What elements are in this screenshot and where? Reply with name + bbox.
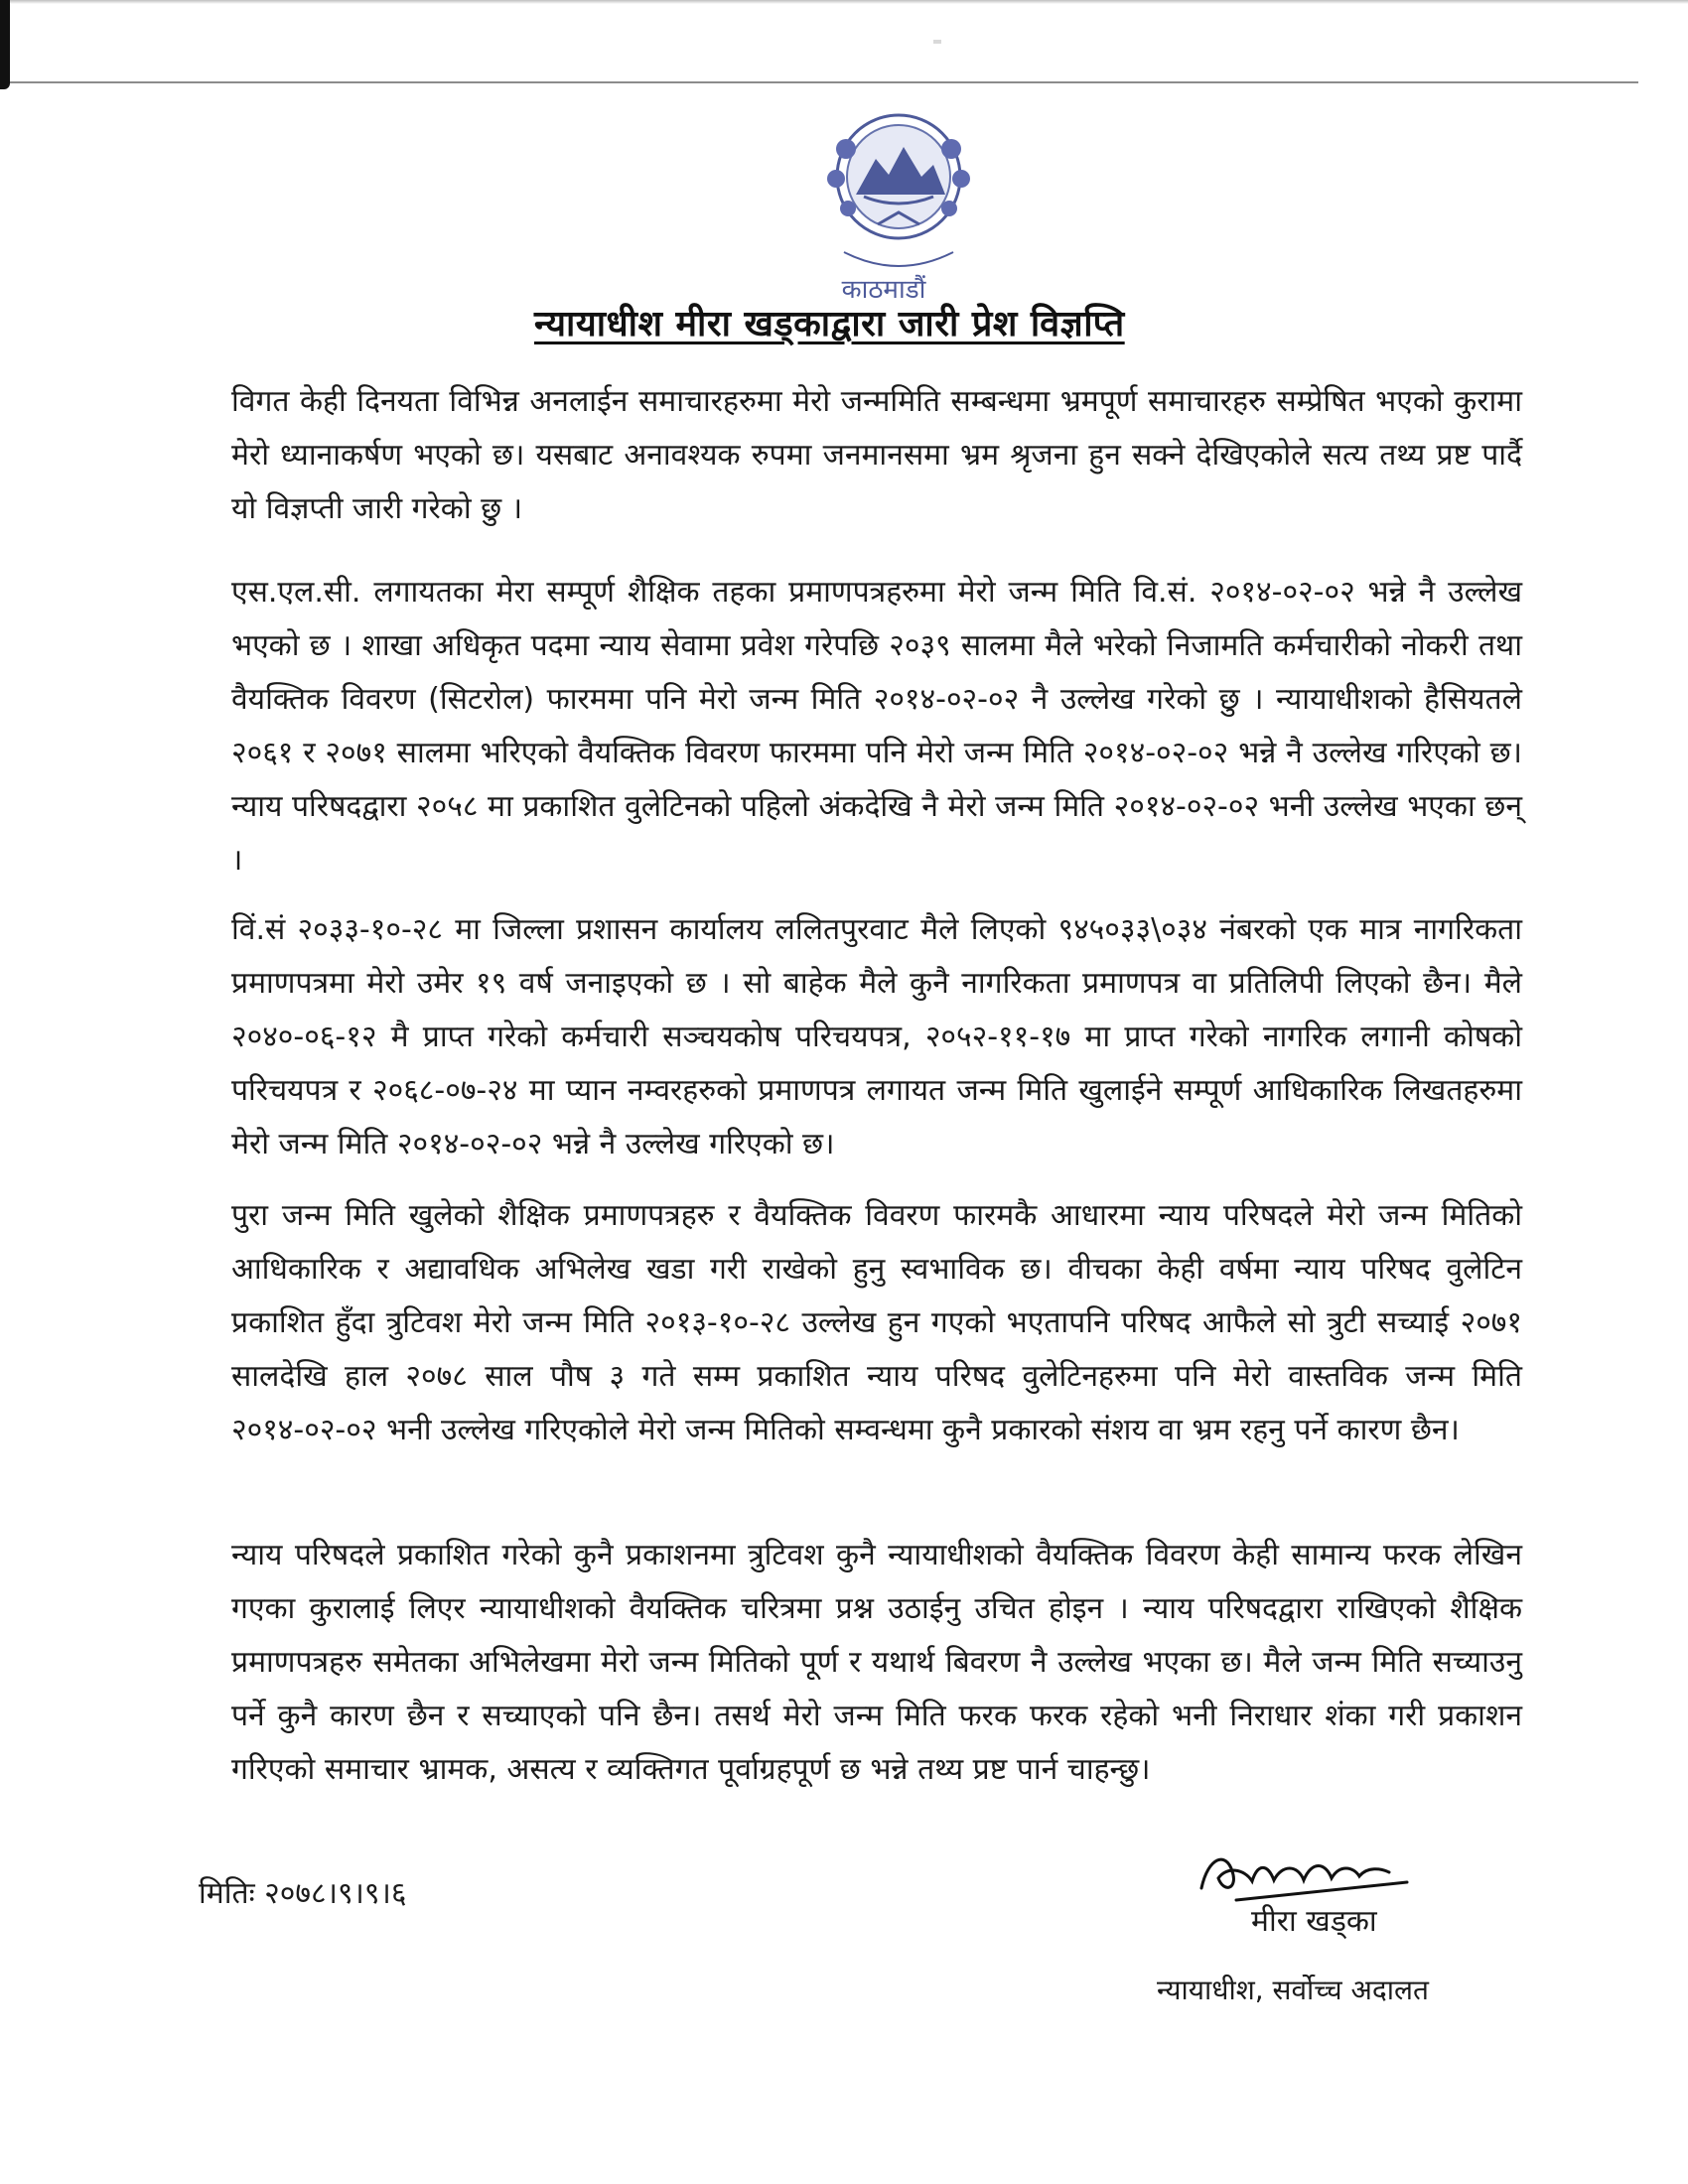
scan-top-edge [0,0,1688,4]
paragraph-5: न्याय परिषदले प्रकाशित गरेको कुनै प्रकाशनमा त्रुटिवश कुनै न्यायाधीशको वैयक्तिक विवरण केही सामान्य फरक लेखिन गएका कुरालाई लिएर न्यायाधीशको वैयक्तिक चरित्रमा प्रश्न उठाईनु उचित होइन । न्याय परिषदद्वारा राखिएको शैक्षिक प्रमाणपत्रहरु समेतका अभिलेखमा मेरो जन्म मितिको पूर्ण र यथार्थ बिवरण नै उल्लेख भएका छ। मैले जन्म मिति सच्याउनु पर्ने कुनै कारण छैन र सच्याएको पनि छैन। तसर्थ मेरो जन्म मिति फरक फरक रहेको भनी निराधार शंका गरी प्रकाशन गरिएको समाचार भ्रामक, असत्य र व्यक्तिगत पूर्वाग्रहपूर्ण छ भन्ने तथ्य प्रष्ट पार्न चाहन्छु। [231,1538,1522,1787]
issue-date: मितिः २०७८।९।९।६ [199,1876,407,1911]
scan-speck [933,40,941,44]
paragraph-1: विगत केही दिनयता विभिन्न अनलाईन समाचारहरुमा मेरो जन्ममिति सम्बन्धमा भ्रमपूर्ण समाचारहरु सम्प्रेषित भएको कुरामा मेरो ध्यानाकर्षण भएको छ। यसबाट अनावश्यक रुपमा जनमानसमा भ्रम श्रृजना हुन सक्ने देखिएकोले सत्य तथ्य प्रष्ट पार्दै यो विज्ञप्ती जारी गरेको छु । [231,384,1522,526]
paragraph-4: पुरा जन्म मिति खुलेको शैक्षिक प्रमाणपत्रहरु र वैयक्तिक विवरण फारमकै आधारमा न्याय परिषदले मेरो जन्म मितिको आधिकारिक र अद्यावधिक अभिलेख खडा गरी राखेको हुनु स्वभाविक छ। वीचका केही वर्षमा न्याय परिषद वुलेटिन प्रकाशित हुँदा त्रुटिवश मेरो जन्म मिति २०१३-१०-२८ उल्लेख हुन गएको भएतापनि परिषद आफैले सो त्रुटी सच्याई २०७१ सालदेखि हाल २०७८ साल पौष ३ गते सम्म प्रकाशित न्याय परिषद वुलेटिनहरुमा पनि मेरो वास्तविक जन्म मिति २०१४-०२-०२ भनी उल्लेख गरिएकोले मेरो जन्म मितिको सम्वन्धमा कुनै प्रकारको संशय वा भ्रम रहनु पर्ने कारण छैन। [231,1198,1522,1447]
scan-left-edge [0,0,10,89]
paragraph-3: विं.सं २०३३-१०-२८ मा जिल्ला प्रशासन कार्यालय ललितपुरवाट मैले लिएको ९४५०३३\०३४ नंबरको एक मात्र नागरिकता प्रमाणपत्रमा मेरो उमेर १९ वर्ष जनाइएको छ । सो बाहेक मैले कुनै नागरिकता प्रमाणपत्र वा प्रतिलिपी लिएको छैन। मैले २०४०-०६-१२ मै प्राप्त गरेको कर्मचारी सञ्चयकोष परिचयपत्र, २०५२-११-१७ मा प्राप्त गरेको नागरिक लगानी कोषको परिचयपत्र र २०६८-०७-२४ मा प्यान नम्वरहरुको प्रमाणपत्र लगायत जन्म मिति खुलाईने सम्पूर्ण आधिकारिक लिखतहरुमा मेरो जन्म मिति २०१४-०२-०२ भन्ने नै उल्लेख गरिएको छ। [231,912,1522,1161]
signer-title: न्यायाधीश, सर्वोच्च अदालत [1157,1974,1429,2006]
emblem-caption: काठमाडौं [841,275,926,305]
signer-name: मीरा खड्का [1251,1904,1377,1939]
document-title: न्यायाधीश मीरा खड्काद्वारा जारी प्रेश विज्ञप्ति [534,304,1125,344]
paragraph-2: एस.एल.सी. लगायतका मेरा सम्पूर्ण शैक्षिक तहका प्रमाणपत्रहरुमा मेरो जन्म मिति वि.सं. २०१४-०२-०२ भन्ने नै उल्लेख भएको छ । शाखा अधिकृत पदमा न्याय सेवामा प्रवेश गरेपछि २०३९ सालमा मैले भरेको निजामति कर्मचारीको नोकरी तथा वैयक्तिक विवरण (सिटरोल) फारममा पनि मेरो जन्म मिति २०१४-०२-०२ नै उल्लेख गरेको छु । न्यायाधीशको हैसियतले २०६१ र २०७१ सालमा भरिएको वैयक्तिक विवरण फारममा पनि मेरो जन्म मिति २०१४-०२-०२ भन्ने नै उल्लेख गरिएको छ। न्याय परिषदद्वारा २०५८ मा प्रकाशित वुलेटिनको पहिलो अंकदेखि नै मेरो जन्म मिति २०१४-०२-०२ भनी उल्लेख भएका छन् । [231,575,1522,878]
